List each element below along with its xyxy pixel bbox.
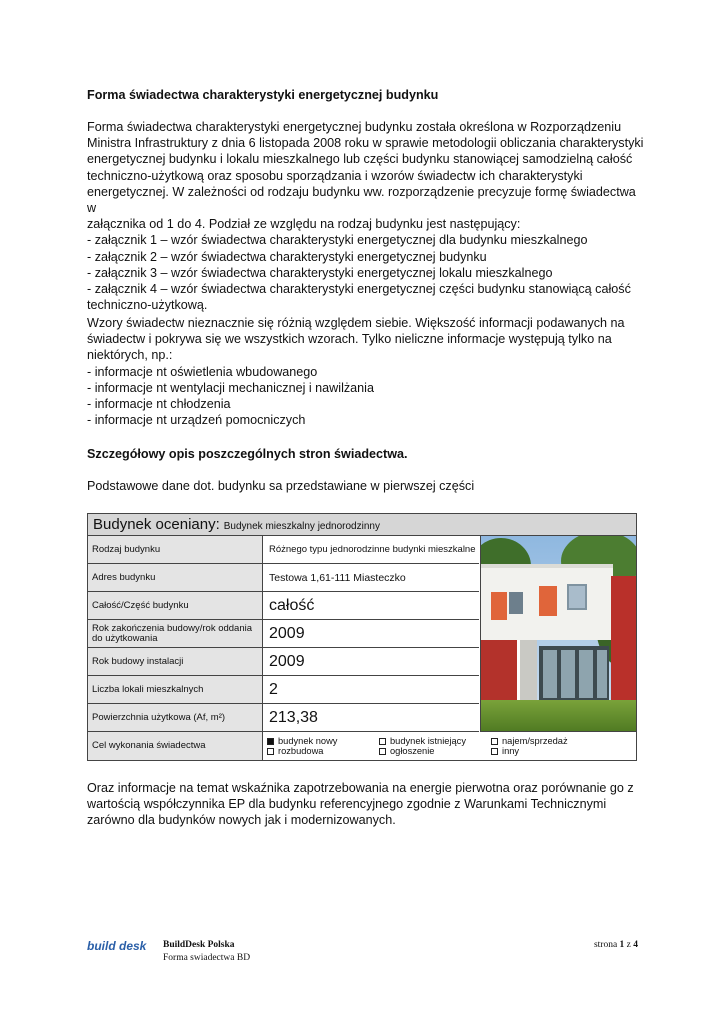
building-photo [480,536,636,732]
page-prefix: strona [593,940,618,950]
cert-row-whole-part [88,592,479,620]
intro-line: energetycznej. W zależności od rodzaju budynku ww. rozporządzenie precyzuje formę świadectwa w [87,184,636,216]
cert-row-purpose [88,732,636,760]
basic-data-paragraph [87,478,647,494]
cert-row-label: Rok budowy instalacji [88,648,263,675]
section-subheading [87,446,647,462]
ep-line: wartością współczynnika EP dla budynku referencyjnego zgodnie z Warunkami Technicznymi [87,797,607,812]
forms-line: - informacje nt urządzeń pomocniczych [87,413,306,428]
cert-row-value: Testowa 1,61-111 Miasteczko [269,571,406,584]
certificate-table [87,513,637,761]
forms-line: świadectw i pokrywa się we wszystkich wzorach. Tylko nieliczne informacje występują tylko na [87,332,612,347]
cert-row-label: Rodzaj budynku [88,536,263,563]
footer-company: BuildDesk Polska [163,940,235,950]
purpose-option [267,736,379,747]
purpose-option [491,746,601,757]
certificate-building-type: Budynek mieszkalny jednorodzinny [223,521,380,532]
cert-row-building-kind [88,536,479,564]
forms-line: - informacje nt chłodzenia [87,397,231,412]
intro-line: techniczno-użytkową oraz sposobu sporządzania i wzorów świadectw ich charakterystyki [87,168,583,183]
cert-row-address [88,564,479,592]
cert-row-value: całość [269,596,315,614]
checkbox-icon [491,748,498,755]
checkbox-icon [379,738,386,745]
footer-subtitle: Forma swiadectwa BD [163,953,251,963]
purpose-option [379,736,491,747]
checkbox-icon [267,748,274,755]
subheading-text: Szczegółowy opis poszczególnych stron świadectwa. [87,447,408,461]
cert-row-value: 2009 [269,624,305,642]
page-separator: z [626,940,631,950]
checkbox-checked-icon [267,738,274,745]
checkbox-icon [491,738,498,745]
cert-row-installation-year [88,648,479,676]
page-number [594,940,638,950]
forms-line: - informacje nt oświetlenia wbudowanego [87,364,318,379]
document-heading [87,87,647,103]
cert-row-value: 2 [269,680,278,698]
cert-row-label: Powierzchnia użytkowa (Af, m²) [88,704,263,731]
cert-row-label: Adres budynku [88,564,263,591]
intro-line: techniczno-użytkową. [87,298,208,313]
house-photo-illustration [481,536,636,732]
cert-row-label: Całość/Część budynku [88,592,263,619]
heading-text: Forma świadectwa charakterystyki energetycznej budynku [87,88,439,102]
purpose-option-label: ogłoszenie [390,746,435,756]
forms-line: - informacje nt wentylacji mechanicznej i nawilżania [87,380,374,395]
intro-line: Ministra Infrastruktury z dnia 6 listopada 2008 roku w sprawie metodologii obliczania charakterystyki [87,136,644,151]
cert-row-label: Cel wykonania świadectwa [88,732,263,760]
intro-line: załącznika od 1 do 4. Podział ze względu na rodzaj budynku jest następujący: [87,217,521,232]
checkbox-icon [379,748,386,755]
certificate-body [88,536,636,760]
ep-line: zarówno dla budynków nowych jak i modernizowanych. [87,813,396,828]
logo-text: build desk [87,939,147,953]
ep-line: Oraz informacje na temat wskaźnika zapotrzebowania na energie pierwotna oraz porównanie go z [87,781,634,795]
purpose-option [379,746,491,757]
intro-paragraph [87,119,647,313]
ep-paragraph [87,780,647,829]
purpose-option [267,746,379,757]
cert-row-value: 2009 [269,652,305,670]
intro-line: Forma świadectwa charakterystyki energetycznej budynku została określona w Rozporządzeniu [87,120,622,134]
builddesk-logo [87,937,153,953]
cert-row-value: Różnego typu jednorodzinne budynki mieszkalne [269,544,476,555]
intro-line: energetycznej budynku i lokalu mieszkalnego lub części budynku stanowiącej samodzielną całość [87,152,633,167]
purpose-option-label: budynek istniejący [390,735,466,746]
cert-row-value: 213,38 [269,708,318,726]
purpose-option-label: rozbudowa [278,746,324,756]
page-current: 1 [619,940,625,950]
intro-line: - załącznik 4 – wzór świadectwa charakterystyki energetycznej części budynku stanowiącą całość [87,282,631,297]
intro-line: - załącznik 2 – wzór świadectwa charakterystyki energetycznej budynku [87,249,487,264]
cert-row-usable-area [88,704,479,732]
forms-line: niektórych, np.: [87,348,173,363]
certificate-title: Budynek oceniany: [93,516,220,533]
purpose-options [263,732,636,760]
intro-line: - załącznik 1 – wzór świadectwa charakterystyki energetycznej dla budynku mieszkalnego [87,233,588,248]
cert-row-completion-year [88,620,479,648]
certificate-title-bar [88,514,636,536]
intro-line: - załącznik 3 – wzór świadectwa charakterystyki energetycznej lokalu mieszkalnego [87,265,553,280]
cert-row-label: Rok zakończenia budowy/rok oddania do użytkowania [88,620,263,647]
page-total: 4 [633,940,638,950]
forms-paragraph [87,315,647,428]
purpose-option-label: budynek nowy [278,735,338,746]
builddesk-logo-icon [87,937,153,953]
cert-row-label: Liczba lokali mieszkalnych [88,676,263,703]
cert-row-dwelling-count [88,676,479,704]
purpose-option [491,736,601,747]
purpose-option-label: najem/sprzedaż [502,735,568,746]
purpose-option-label: inny [502,746,520,756]
basic-data-text: Podstawowe dane dot. budynku sa przedstawiane w pierwszej części [87,479,475,493]
forms-line: Wzory świadectw nieznacznie się różnią względem siebie. Większość informacji podawanych na [87,316,625,330]
